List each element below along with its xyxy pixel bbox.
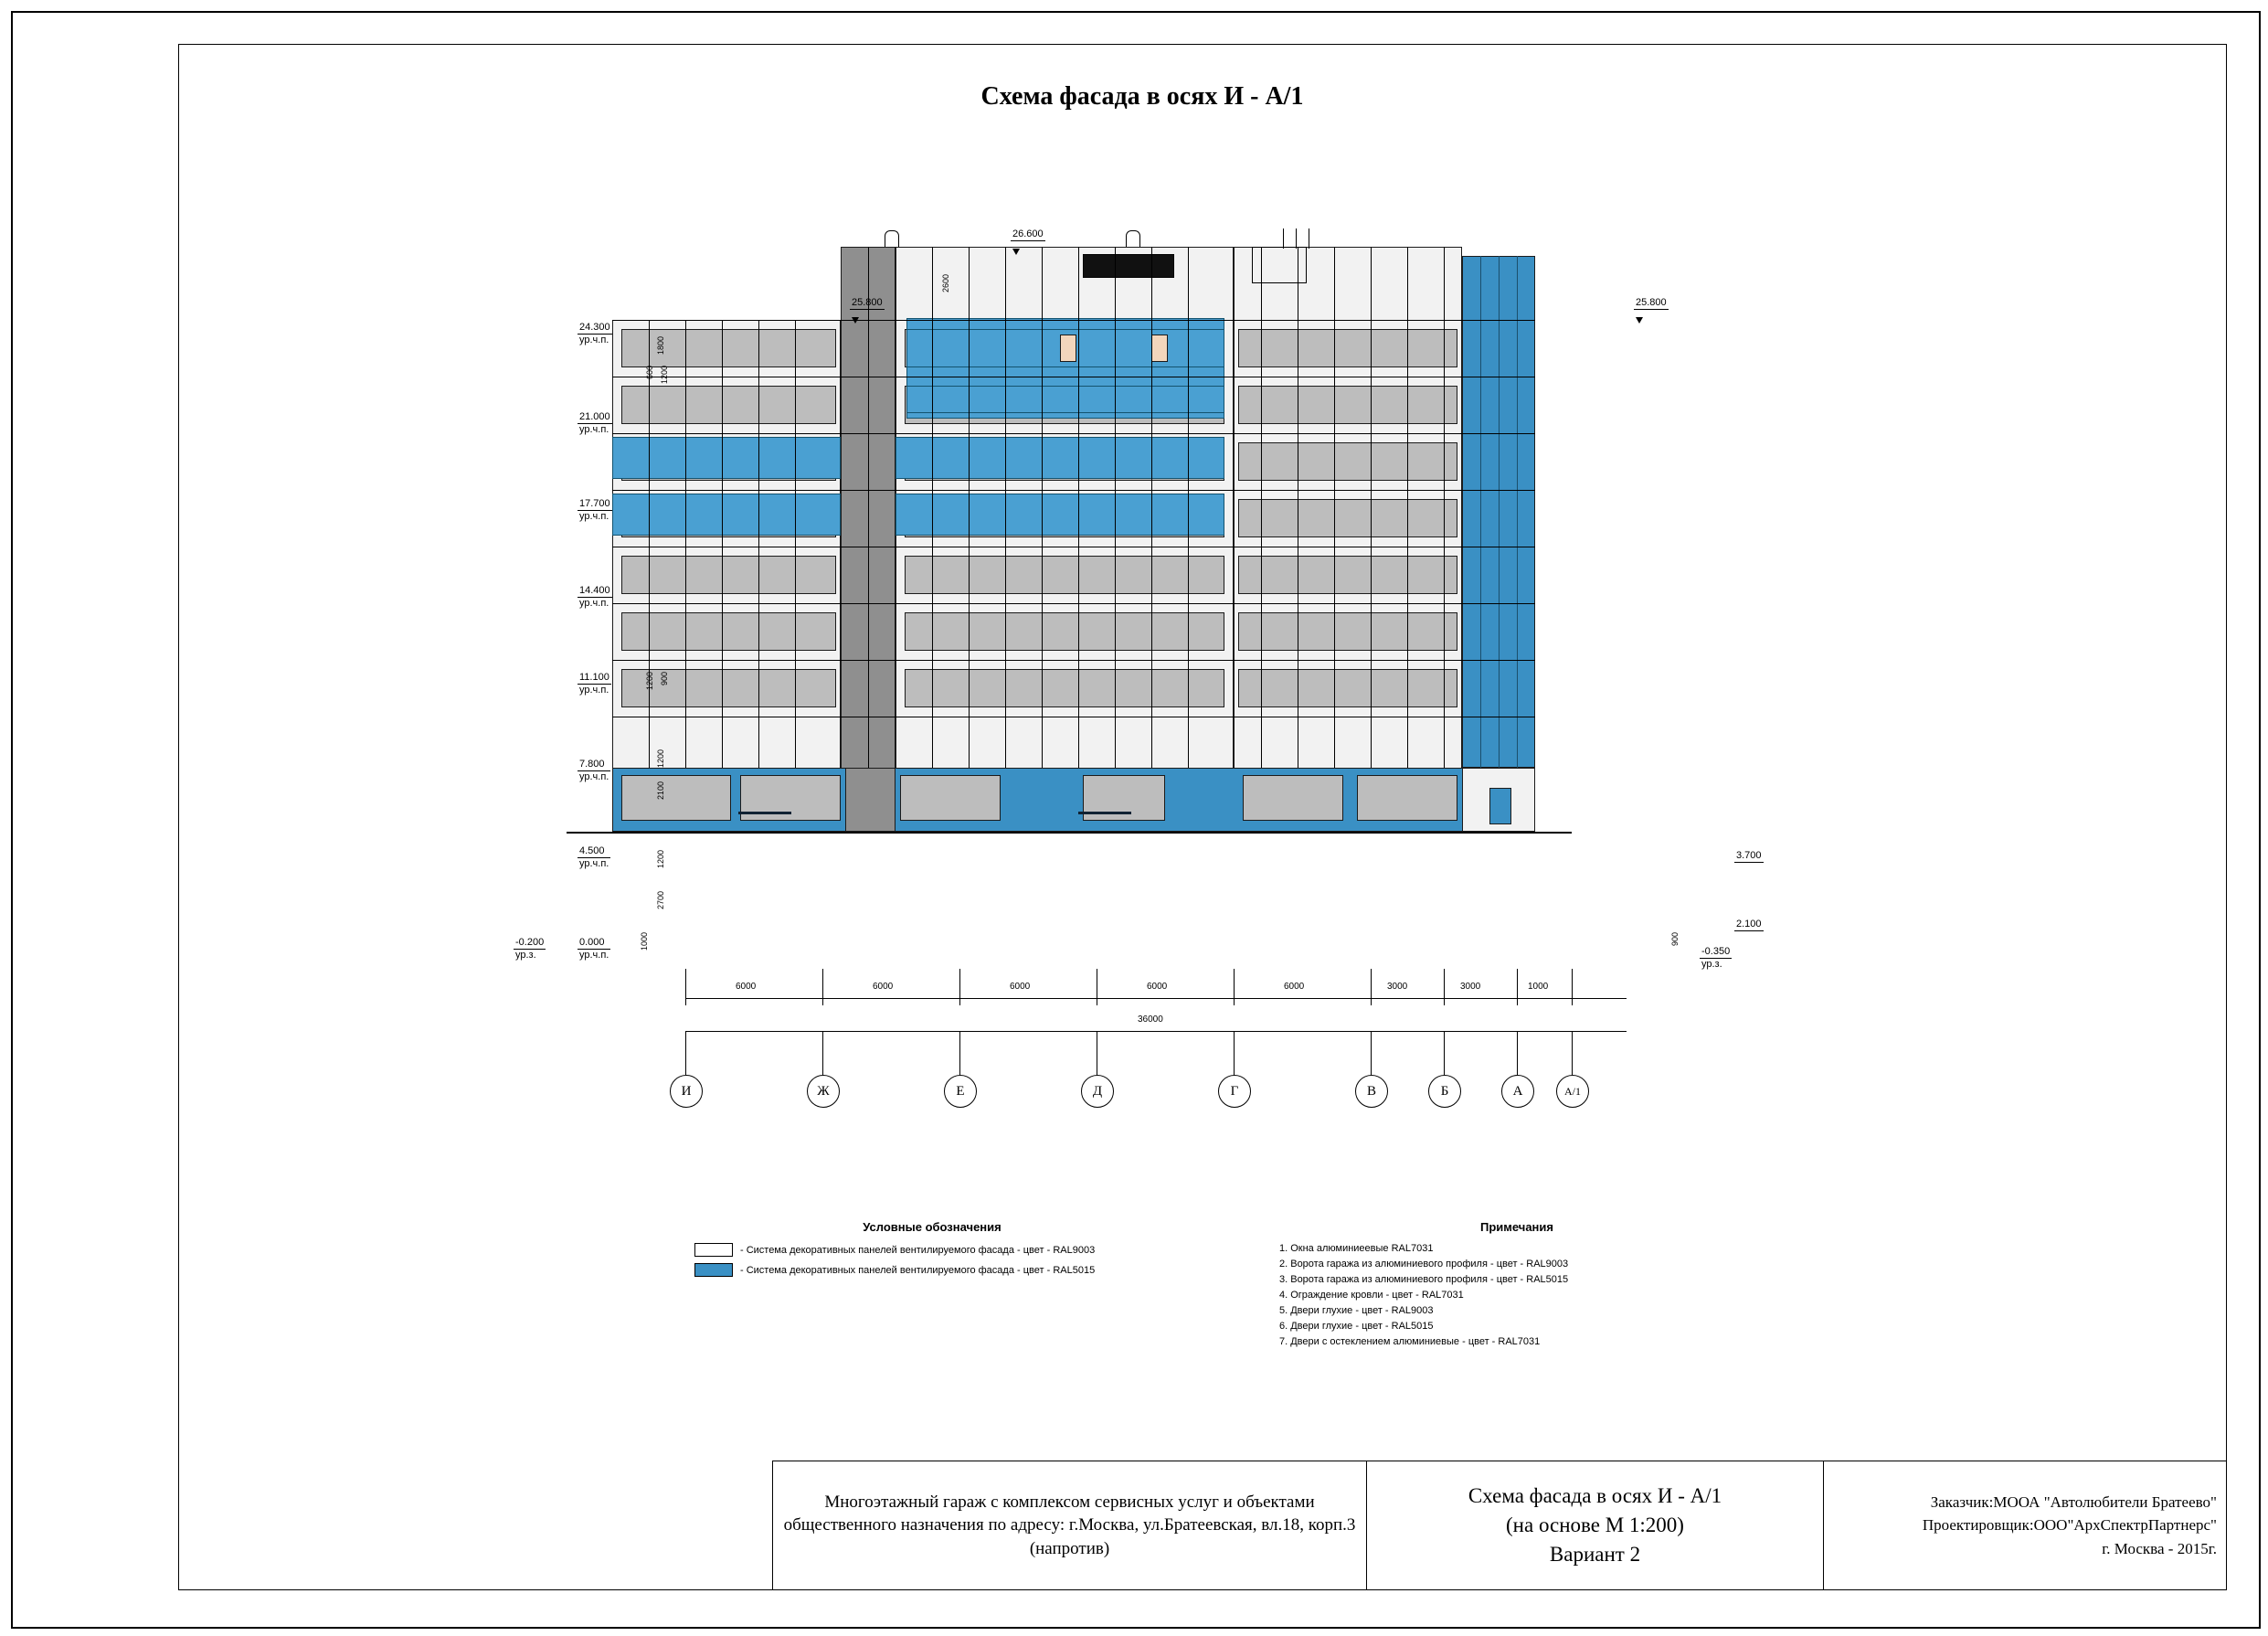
vertical-dimension: 1800 — [656, 336, 665, 356]
blue-accent-band — [896, 437, 1224, 479]
note-item: 4. Ограждение кровли - цвет - RAL7031 — [1279, 1290, 1464, 1301]
canopy — [738, 812, 791, 814]
window-band — [1238, 499, 1457, 537]
vertical-dimension: 1200 — [656, 850, 665, 869]
bay-dimension: 6000 — [1147, 982, 1168, 992]
legend-item-label: - Система декоративных панелей вентилируемого фасада - цвет - RAL9003 — [740, 1244, 1096, 1256]
level-value-top-left: 25.800 — [852, 297, 883, 308]
level-value-right-1: 3.700 — [1736, 850, 1762, 861]
bay-dimension: 6000 — [736, 982, 757, 992]
axis-marker: А — [1501, 1075, 1534, 1108]
bay-dimension: 6000 — [873, 982, 894, 992]
sheet-title-line1: Схема фасада в осях И - А/1 — [1468, 1483, 1722, 1507]
note-item: 7. Двери с остеклением алюминиевые - цвет - RAL7031 — [1279, 1336, 1541, 1347]
level-value-right-2: 2.100 — [1736, 919, 1762, 930]
window-band — [1238, 556, 1457, 594]
blue-accent-band — [612, 494, 841, 536]
window-band — [621, 386, 836, 424]
bay-dimension: 3000 — [1460, 982, 1481, 992]
notes-title: Примечания — [1479, 1220, 1553, 1234]
window-band — [1238, 612, 1457, 651]
blue-accent-band — [896, 494, 1224, 536]
window-band — [621, 556, 836, 594]
note-item: 5. Двери глухие - цвет - RAL9003 — [1279, 1305, 1434, 1316]
note-item: 3. Ворота гаража из алюминиевого профиля - цвет - RAL5015 — [1279, 1274, 1569, 1285]
bay-dimension: 6000 — [1284, 982, 1305, 992]
garage-gate — [1243, 775, 1343, 821]
garage-gate — [1357, 775, 1457, 821]
axis-marker: А/1 — [1556, 1075, 1589, 1108]
total-dimension: 36000 — [1138, 1015, 1163, 1025]
legend-item — [694, 1263, 1170, 1277]
vertical-dimension: 1000 — [640, 932, 649, 951]
level-unit-right-3: ур.з. — [1701, 959, 1722, 970]
legend-swatch-blue — [694, 1263, 733, 1277]
sheet-title-line2: (на основе М 1:200) — [1506, 1513, 1684, 1536]
window-band — [905, 612, 1224, 651]
sheet-title-line3: Вариант 2 — [1549, 1543, 1641, 1567]
legend-item-label: - Система декоративных панелей вентилируемого фасада - цвет - RAL5015 — [740, 1264, 1096, 1276]
designer-line: Проектировщик:ООО"АрхСпектрПартнерс" — [1922, 1516, 2217, 1535]
legend-item — [694, 1243, 1170, 1257]
level-unit: ур.ч.п. — [579, 858, 609, 869]
roof-railing — [885, 230, 899, 247]
title-block-object: Многоэтажный гараж с комплексом сервисных услуг и объектами общественного назначения по адресу: г.Москва, ул.Братеевская, вл.18, корп.3 (напротив) — [773, 1461, 1367, 1589]
client-line: Заказчик:МООА "Автолюбители Братеево" — [1930, 1493, 2217, 1511]
window-band — [621, 612, 836, 651]
axis-marker: Г — [1218, 1075, 1251, 1108]
facade-elevation — [585, 228, 1700, 960]
level-unit: ур.ч.п. — [579, 424, 609, 435]
level-unit-ground: ур.з. — [515, 950, 536, 961]
level-unit: ур.ч.п. — [579, 511, 609, 522]
axis-marker: И — [670, 1075, 703, 1108]
window-accent — [1060, 335, 1076, 362]
legend — [694, 1220, 1170, 1283]
bay-dimension: 3000 — [1387, 982, 1408, 992]
core-ground — [845, 768, 896, 832]
window-band — [906, 386, 1224, 413]
bay-dimension: 1000 — [1528, 982, 1549, 992]
level-unit: ур.ч.п. — [579, 771, 609, 782]
storefront-glazing — [621, 775, 731, 821]
roof-ladder — [1252, 247, 1307, 283]
window-band — [1238, 329, 1457, 367]
level-value: 7.800 — [578, 759, 610, 771]
level-value-top-right: 25.800 — [1636, 297, 1667, 308]
note-item: 1. Окна алюминиеевые RAL7031 — [1279, 1243, 1434, 1254]
roof-railing — [1126, 230, 1140, 247]
notes — [1279, 1220, 1754, 1352]
vertical-dimension: 2600 — [941, 274, 950, 293]
axis-marker: Е — [944, 1075, 977, 1108]
vertical-dimension: 1200 — [660, 366, 669, 385]
canopy — [1078, 812, 1131, 814]
title-block — [772, 1461, 2227, 1590]
level-value: 21.000 — [579, 411, 610, 422]
window-band — [905, 669, 1224, 707]
vertical-dimension: 1200 — [645, 672, 654, 691]
vertical-dimension: 900 — [660, 672, 669, 686]
window-band — [621, 329, 836, 367]
vertical-dimension: 1200 — [656, 749, 665, 769]
axis-marker: В — [1355, 1075, 1388, 1108]
storefront-glazing — [900, 775, 1001, 821]
level-unit: ур.ч.п. — [579, 598, 609, 609]
level-value-ground: -0.200 — [515, 937, 545, 948]
vertical-dimension: 2700 — [656, 891, 665, 910]
legend-title: Условные обозначения — [863, 1220, 1002, 1234]
title-block-parties — [1824, 1461, 2226, 1589]
level-value: 11.100 — [579, 672, 609, 683]
vertical-dimension: 2100 — [656, 781, 665, 801]
louver-grille — [1083, 254, 1174, 278]
legend-swatch-white — [694, 1243, 733, 1257]
level-unit: ур.ч.п. — [579, 335, 609, 345]
level-value: 0.000 — [578, 937, 610, 950]
level-unit: ур.ч.п. — [579, 950, 609, 961]
level-value: 14.400 — [579, 585, 610, 596]
bay-dimension: 6000 — [1010, 982, 1031, 992]
title-block-sheet — [1367, 1461, 1824, 1589]
city-year-line: г. Москва - 2015г. — [2102, 1539, 2217, 1557]
level-unit: ур.ч.п. — [579, 685, 609, 696]
window-band — [1238, 386, 1457, 424]
window-accent — [1151, 335, 1168, 362]
axis-marker: Д — [1081, 1075, 1114, 1108]
level-value: 17.700 — [579, 498, 610, 509]
level-value: 4.500 — [578, 845, 610, 858]
axis-marker: Ж — [807, 1075, 840, 1108]
window-band — [1238, 442, 1457, 481]
vertical-dimension: 900 — [1670, 932, 1680, 947]
level-value: 24.300 — [579, 322, 610, 333]
note-item: 6. Двери глухие - цвет - RAL5015 — [1279, 1321, 1434, 1332]
page-title: Схема фасада в осях И - А/1 — [980, 82, 1304, 111]
window-band — [1238, 669, 1457, 707]
entrance-door — [1489, 788, 1511, 824]
axis-marker: Б — [1428, 1075, 1461, 1108]
level-value-right-3: -0.350 — [1701, 946, 1731, 957]
blue-accent-band — [612, 437, 841, 479]
vertical-dimension: 600 — [645, 366, 654, 380]
window-band — [905, 556, 1224, 594]
note-item: 2. Ворота гаража из алюминиевого профиля - цвет - RAL9003 — [1279, 1259, 1569, 1269]
level-value-top-center: 26.600 — [1012, 228, 1044, 239]
